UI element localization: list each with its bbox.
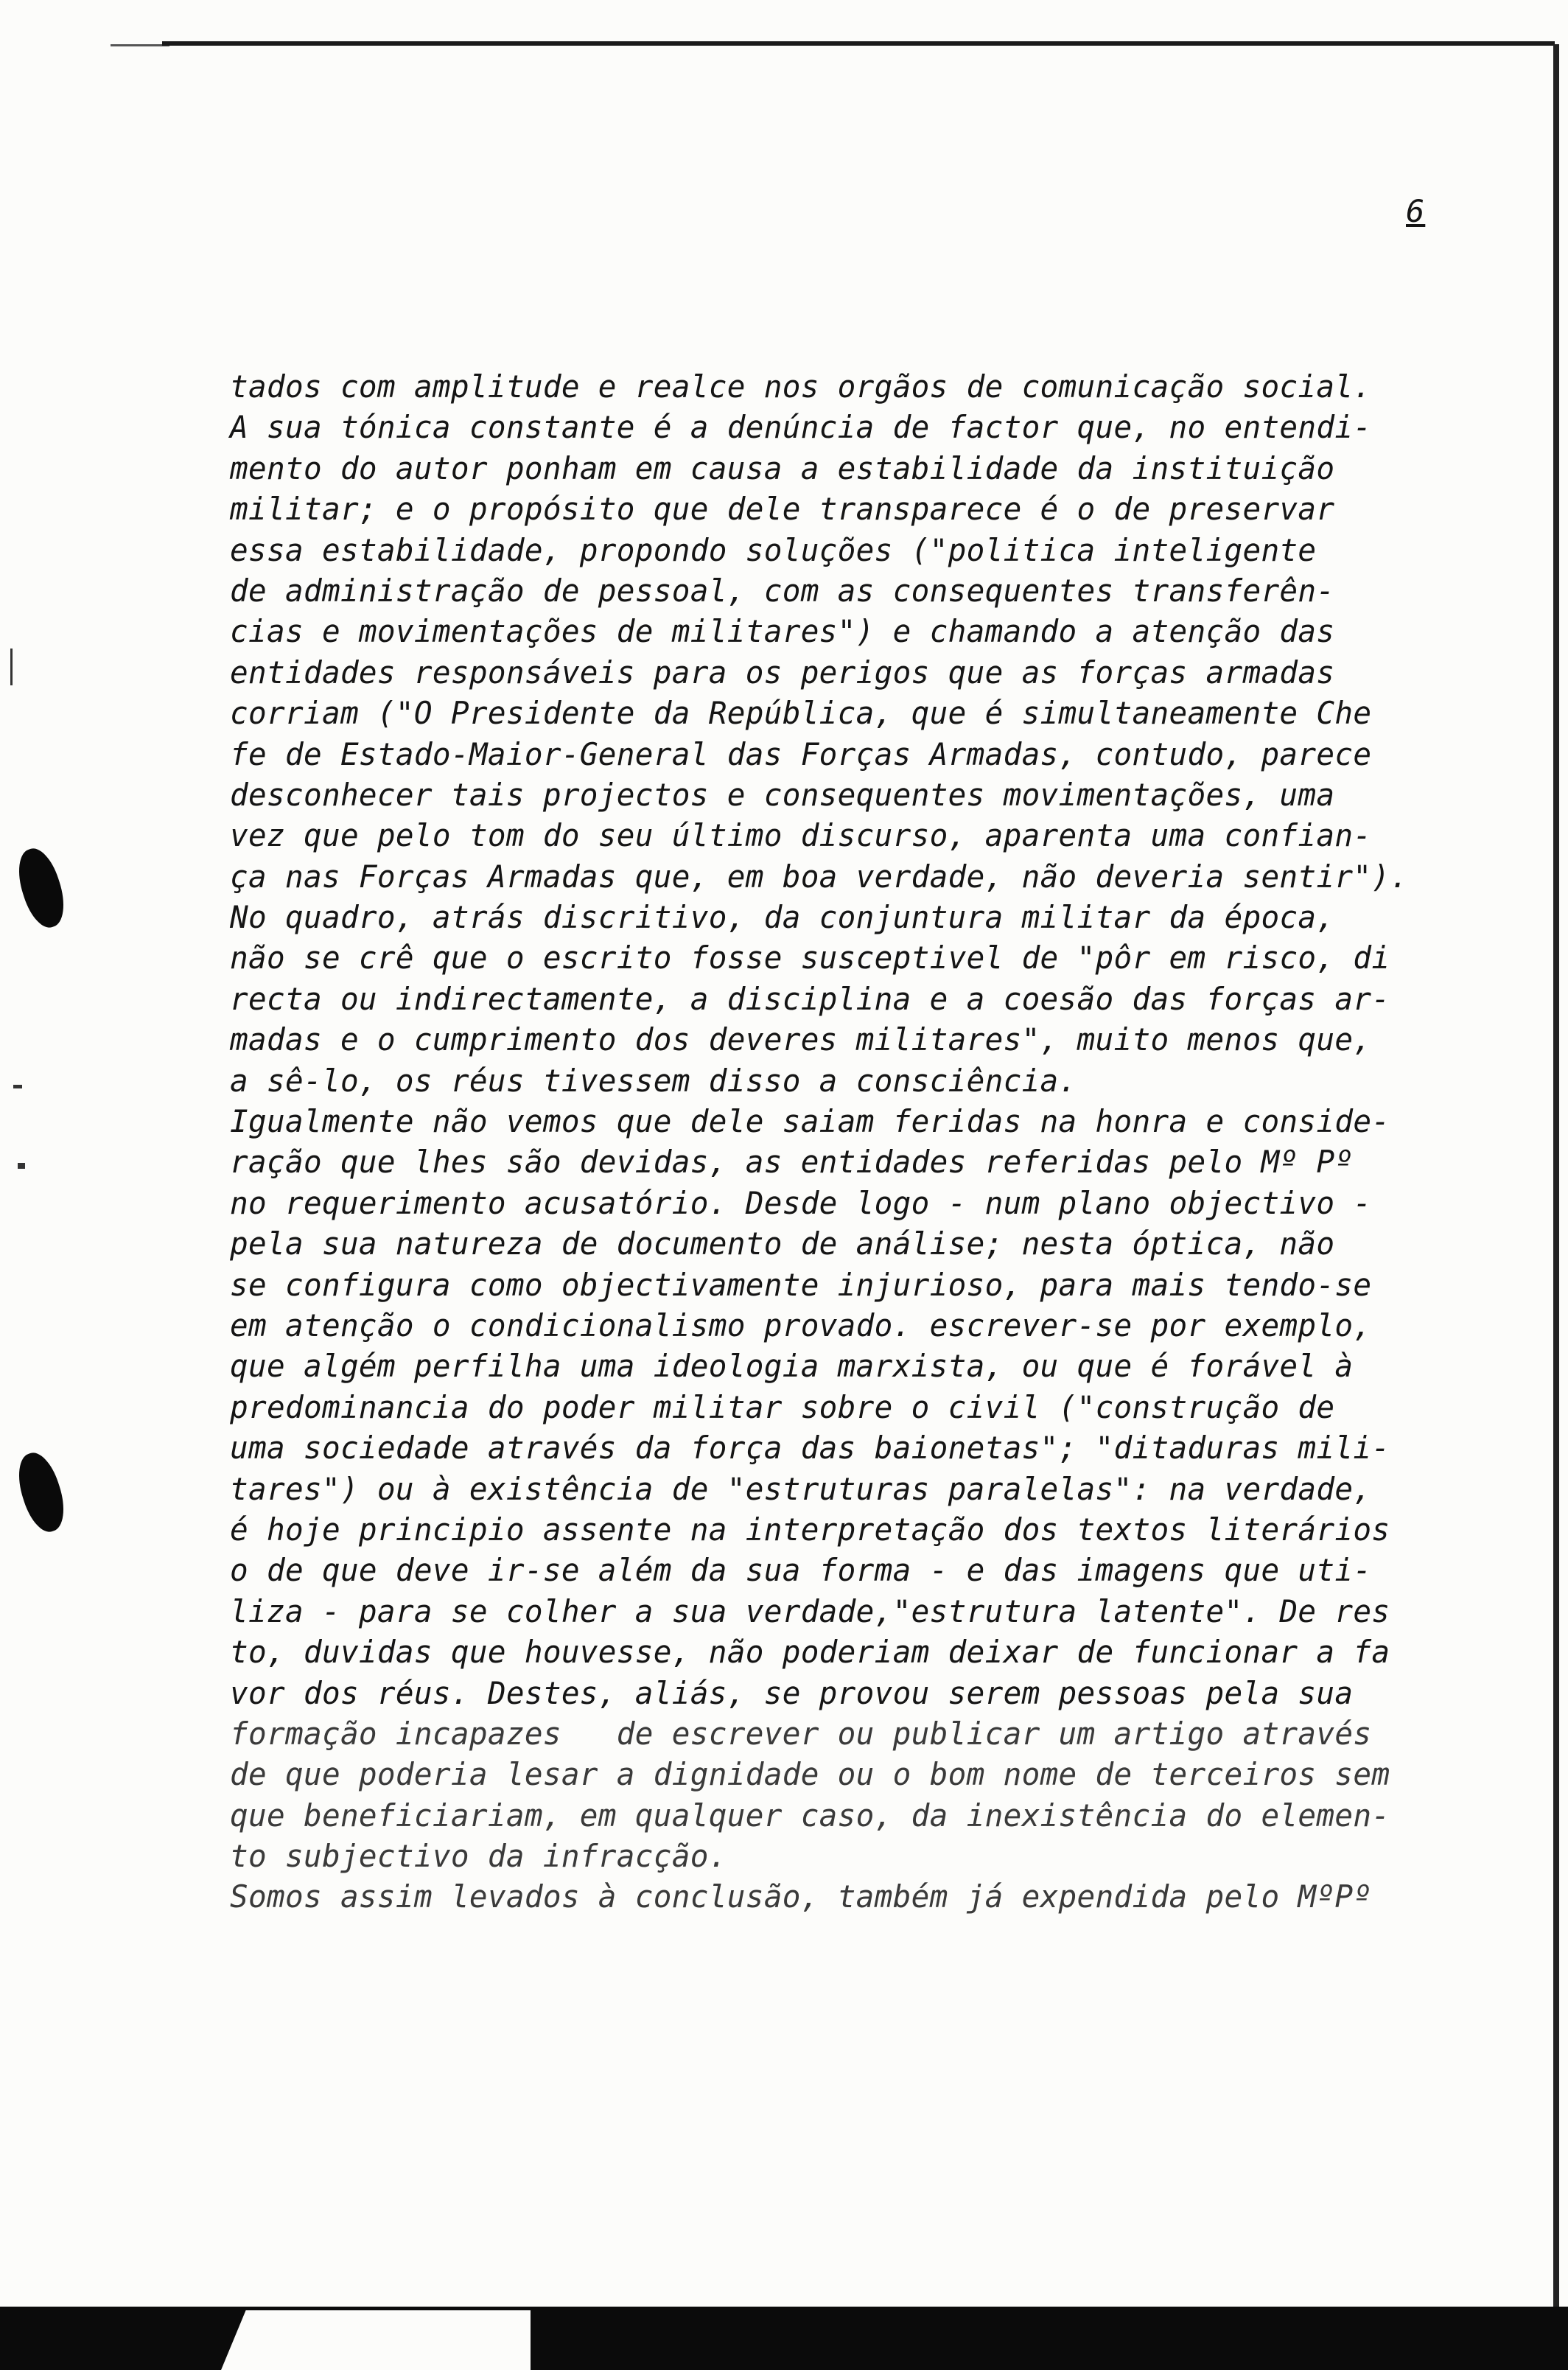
- margin-mark: [13, 1085, 22, 1088]
- text-line: uma sociedade através da força das baionetas"; "ditaduras mili-: [230, 1430, 1390, 1467]
- margin-mark: [10, 649, 13, 685]
- text-line: to, duvidas que houvesse, não poderiam deixar de funcionar a fa: [230, 1634, 1390, 1671]
- top-scan-edge-left: [111, 44, 169, 46]
- text-line: A sua tónica constante é a denúncia de factor que, no entendi-: [230, 409, 1372, 446]
- text-line: Igualmente não vemos que dele saiam feridas na honra e conside-: [230, 1103, 1390, 1140]
- text-line: em atenção o condicionalismo provado. escrever-se por exemplo,: [230, 1307, 1372, 1343]
- text-line: o de que deve ir-se além da sua forma - e das imagens que uti-: [230, 1552, 1372, 1589]
- text-line: é hoje principio assente na interpretação dos textos literários: [230, 1511, 1390, 1548]
- text-line: se configura como objectivamente injurioso, para mais tendo-se: [230, 1266, 1372, 1303]
- text-line: cias e movimentações de militares") e chamando a atenção das: [230, 613, 1335, 650]
- text-line: militar; e o propósito que dele transparece é o de preservar: [230, 491, 1335, 528]
- text-line: vor dos réus. Destes, aliás, se provou serem pessoas pela sua: [230, 1674, 1354, 1711]
- text-line: tares") ou à existência de "estruturas paralelas": na verdade,: [230, 1470, 1372, 1507]
- text-line: fe de Estado-Maior-General das Forças Armadas, contudo, parece: [230, 735, 1372, 772]
- text-line: de que poderia lesar a dignidade ou o bom nome de terceiros sem: [230, 1756, 1390, 1793]
- text-line: pela sua natureza de documento de análise; nesta óptica, não: [230, 1226, 1335, 1262]
- text-line: corriam ("O Presidente da República, que é simultaneamente Che: [230, 695, 1372, 732]
- body-text: [230, 366, 1497, 1918]
- text-line: essa estabilidade, propondo soluções ("politica inteligente: [230, 531, 1317, 568]
- top-scan-edge: [162, 41, 1555, 46]
- text-line: mento do autor ponham em causa a estabilidade da instituição: [230, 450, 1335, 486]
- text-line: recta ou indirectamente, a disciplina e a coesão das forças ar-: [230, 980, 1390, 1017]
- text-line: desconhecer tais projectos e consequentes movimentações, uma: [230, 776, 1335, 813]
- punch-hole-lower: [10, 1448, 71, 1537]
- text-line: ração que lhes são devidas, as entidades referidas pelo Mº Pº: [230, 1144, 1354, 1181]
- text-line: não se crê que o escrito fosse susceptivel de "pôr em risco, di: [230, 940, 1390, 976]
- text-line: de administração de pessoal, com as consequentes transferên-: [230, 572, 1335, 609]
- text-line: liza - para se colher a sua verdade,"estrutura latente". De res: [230, 1593, 1390, 1629]
- text-line: que algém perfilha uma ideologia marxista, ou que é forável à: [230, 1348, 1354, 1385]
- text-line: entidades responsáveis para os perigos que as forças armadas: [230, 654, 1335, 691]
- text-line: predominancia do poder militar sobre o civil ("construção de: [230, 1388, 1335, 1425]
- punch-hole-upper: [10, 844, 71, 933]
- right-scan-edge: [1553, 44, 1559, 2314]
- page-number: 6: [1406, 193, 1426, 229]
- text-line: ça nas Forças Armadas que, em boa verdade, não deveria sentir").: [230, 858, 1409, 895]
- text-line: que beneficiariam, em qualquer caso, da inexistência do elemen-: [230, 1797, 1390, 1834]
- text-line: madas e o cumprimento dos deveres militares", muito menos que,: [230, 1021, 1372, 1058]
- text-line: tados com amplitude e realce nos orgãos de comunicação social.: [230, 368, 1372, 405]
- text-line: no requerimento acusatório. Desde logo - num plano objectivo -: [230, 1184, 1372, 1221]
- bottom-scan-gap: [221, 2310, 531, 2370]
- margin-mark: [18, 1163, 25, 1169]
- text-line: formação incapazes de escrever ou publicar um artigo através: [230, 1715, 1372, 1752]
- text-line: vez que pelo tom do seu último discurso, aparenta uma confian-: [230, 817, 1372, 854]
- text-line: a sê-lo, os réus tivessem disso a consciência.: [230, 1062, 1077, 1099]
- text-line: Somos assim levados à conclusão, também já expendida pelo MºPº: [230, 1878, 1372, 1915]
- text-line: to subjectivo da infracção.: [230, 1838, 727, 1875]
- text-line: No quadro, atrás discritivo, da conjuntura militar da época,: [230, 899, 1335, 936]
